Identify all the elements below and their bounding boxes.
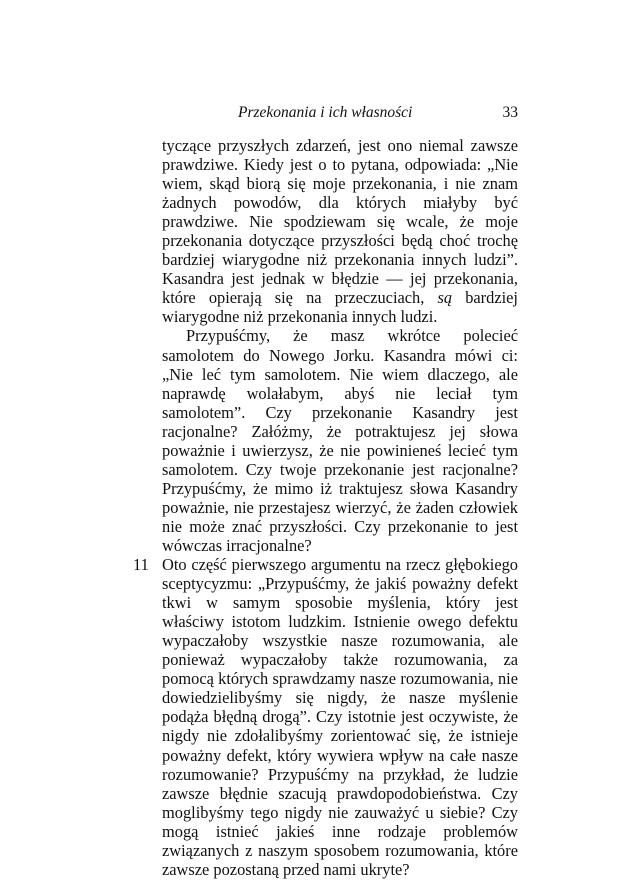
paragraph-continuation (162, 136, 518, 326)
paragraph-numbered (133, 555, 518, 879)
paragraph-text: bardziej wiarygodne niż przekonania innych ludzi. (162, 288, 518, 327)
running-title: Przekonania i ich własności (238, 104, 413, 121)
running-header (162, 104, 518, 126)
emphasis-text: są (437, 288, 453, 308)
paragraph-airplane-example: Przypuśćmy, że masz wkrótce polecieć samolotem do Nowego Jorku. Kasandra mówi ci: „Nie leć tym samolotem. Nie wiem dlaczego, ale naprawdę wolałabym, abyś nie leciał tym samolotem”. Czy przekonanie Kasandry jest racjonalne? Załóżmy, że potraktujesz jej słowa poważnie i uwierzysz, że nie powinieneś lecieć tym samolotem. Czy twoje przekonanie jest racjonalne? Przypuśćmy, że mimo iż traktujesz słowa Kasandry poważnie, nie przestajesz wierzyć, że żaden człowiek nie może znać przyszłości. Czy przekonanie to jest wówczas irracjonalne? (162, 326, 518, 555)
body-text (133, 136, 518, 879)
paragraph-number: 11 (133, 555, 149, 575)
paragraph-text: Oto część pierwszego argumentu na rzecz głębokiego sceptycyzmu: „Przypuśćmy, że jakiś poważny defekt tkwi w samym sposobie myślenia, który jest właściwy istotom ludzkim. Istnienie owego defektu wypaczałoby wszystkie nasze rozumowania, ale ponieważ wypaczałoby także rozumowania, za pomocą których sprawdzamy nasze rozumowania, nie dowiedzielibyśmy się nigdy, że nasze myślenie podąża błędną drogą”. Czy istotnie jest oczywiste, że nigdy nie zdołalibyśmy zorientować się, że istnieje poważny defekt, który wywiera wpływ na całe nasze rozumowanie? Przypuśćmy na przykład, że ludzie zawsze błędnie szacują prawdopodobieństwa. Czy moglibyśmy tego nigdy nie zauważyć u siebie? Czy mogą istnieć jakieś inne rodzaje problemów związanych z naszym sposobem rozumowania, które zawsze pozostaną przed nami ukryte? (162, 555, 518, 879)
paragraph-text: tyczące przyszłych zdarzeń, jest ono niemal zawsze prawdziwe. Kiedy jest o to pytana, odpowiada: „Nie wiem, skąd biorą się moje przekonania, i nie znam żadnych powodów, dla których miałyby być prawdziwe. Nie spodziewam się wcale, że moje przekonania dotyczące przyszłości będą choć trochę bardziej wiarygodne niż przekonania innych ludzi”. Kasandra jest jednak w błędzie — jej przekonania, które opierają się na przeczuciach, (162, 136, 518, 308)
page-number: 33 (502, 104, 518, 121)
